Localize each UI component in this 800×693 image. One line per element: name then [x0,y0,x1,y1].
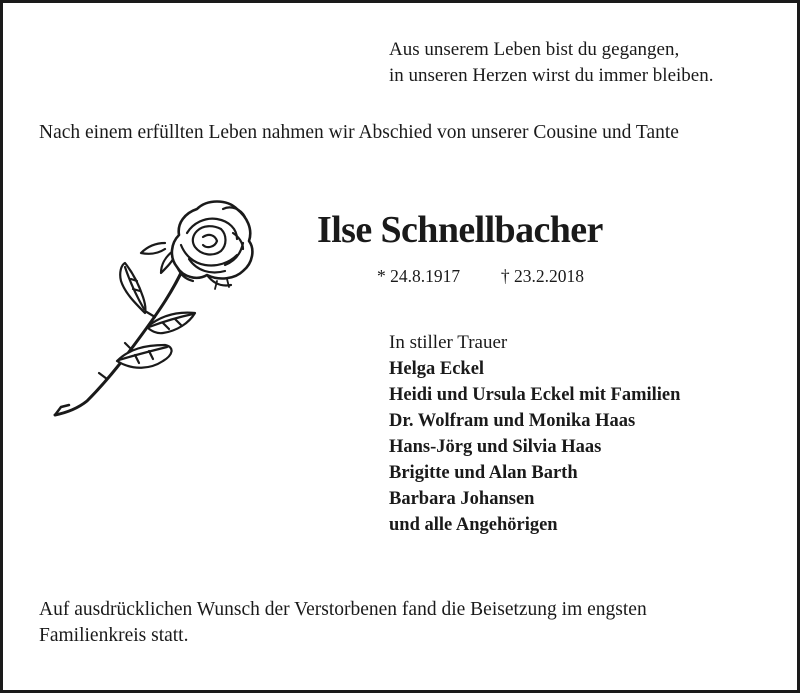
mourner-name: Hans-Jörg und Silvia Haas [389,437,602,457]
mourner-name: Barbara Johansen [389,489,535,509]
motto-line-2: in unseren Herzen wirst du immer bleiben. [389,65,714,86]
mourners-block [389,330,680,538]
life-dates [377,264,584,288]
birth-date: 24.8.1917 [390,266,461,286]
rose-icon [47,193,257,418]
mourners-heading: In stiller Trauer [389,332,508,353]
closing-note [39,597,647,649]
mourner-name: Brigitte und Alan Barth [389,463,578,483]
closing-line-2: Familienkreis statt. [39,625,189,646]
death-date: 23.2.2018 [514,266,584,286]
closing-line-1: Auf ausdrücklichen Wunsch der Verstorbenen fand die Beisetzung im engsten [39,599,647,620]
death-symbol: † [500,266,510,286]
mourner-name: und alle Angehörigen [389,515,558,535]
deceased-name: Ilse Schnellbacher [317,209,603,251]
intro-text: Nach einem erfüllten Leben nahmen wir Abschied von unserer Cousine und Tante [39,122,679,143]
motto-verse [389,37,713,89]
mourner-name: Helga Eckel [389,359,485,379]
motto-line-1: Aus unserem Leben bist du gegangen, [389,39,680,60]
birth-symbol: * [377,266,386,286]
mourner-name: Heidi und Ursula Eckel mit Familien [389,385,681,405]
mourner-name: Dr. Wolfram und Monika Haas [389,411,636,431]
